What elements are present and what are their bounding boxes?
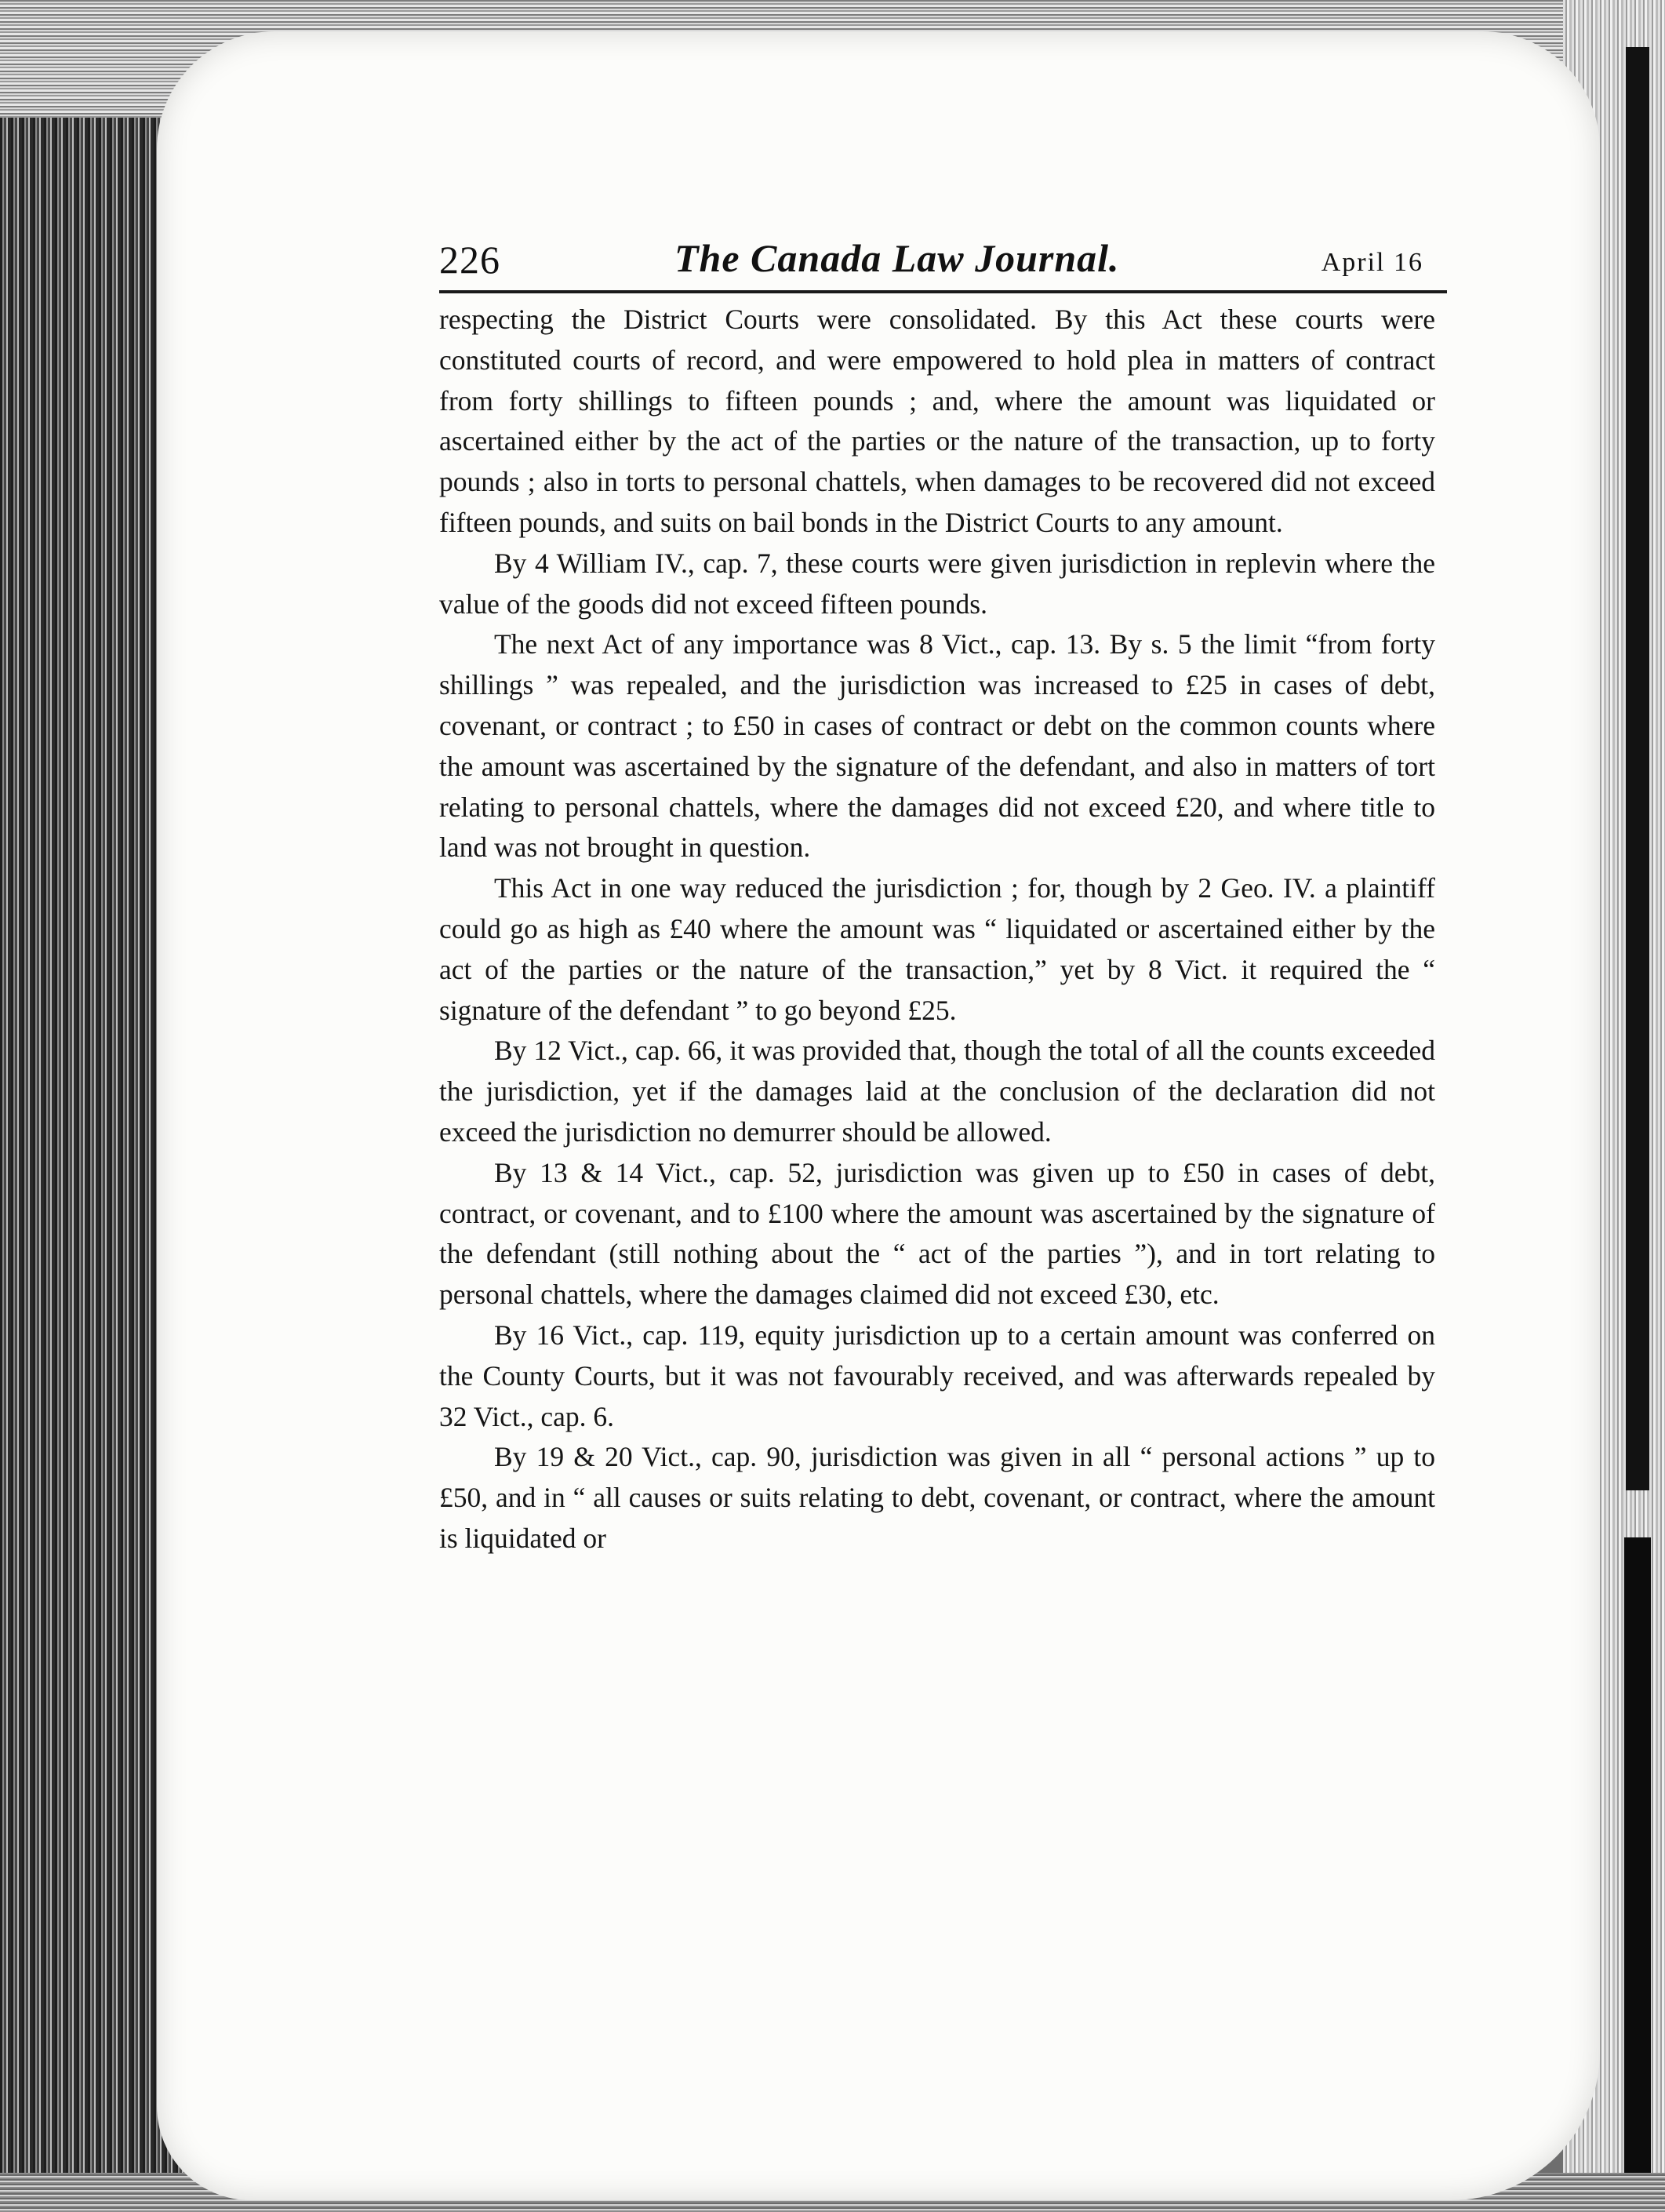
scan-edge-shadow-lower: [1624, 1537, 1651, 2212]
paragraph: By 16 Vict., cap. 119, equity jurisdiction up to a certain amount was conferred on the County Courts, but it was not favourably received, and was afterwards repealed by 32 Vict., cap. 6.: [439, 1319, 1435, 1432]
paragraph: By 13 & 14 Vict., cap. 52, jurisdiction was given up to £50 in cases of debt, contract, or covenant, and to £100 where the amount was ascertained by the signature of the defendant (still nothing about the “ act of the parties ”), and in tort relating to personal chattels, where the damages claimed did not exceed £30, etc.: [439, 1156, 1435, 1311]
scan-edge-shadow: [1626, 47, 1649, 1490]
journal-title: The Canada Law Journal.: [674, 236, 1120, 280]
paragraph: This Act in one way reduced the jurisdiction ; for, though by 2 Geo. IV. a plaintiff could go as high as £40 where the amount was “ liquidated or ascertained either by the act of the parties or the nature of the transaction,” yet by 8 Vict. it required the “ signature of the defendant ” to go beyond £25.: [439, 872, 1435, 1026]
paragraph: By 4 William IV., cap. 7, these courts were given jurisdiction in replevin where the value of the goods did not exceed fifteen pounds.: [439, 547, 1435, 620]
paragraph-continues: By 19 & 20 Vict., cap. 90, jurisdiction was given in all “ personal actions ” up to £50, and in “ all causes or suits relating to debt, covenant, or contract, where the amount is liquidated or: [439, 1441, 1435, 1554]
page-number: 226: [439, 238, 500, 282]
issue-date: April 16: [1321, 248, 1423, 277]
running-header: [439, 235, 1447, 293]
paragraph: The next Act of any importance was 8 Vict., cap. 13. By s. 5 the limit “from forty shillings ” was repealed, and the jurisdiction was increased to £25 in cases of debt, covenant, or contract ; to £50 in cases of contract or debt on the common counts where the amount was ascertained by the signature of the defendant, and also in matters of tort relating to personal chattels, where the damages did not exceed £20, and where title to land was not brought in question.: [439, 628, 1435, 864]
article-body: [439, 300, 1435, 1559]
paragraph: By 12 Vict., cap. 66, it was provided that, though the total of all the counts exceeded the jurisdiction, yet if the damages laid at the conclusion of the declaration did not exceed the jurisdiction no demurrer should be allowed.: [439, 1035, 1435, 1148]
paragraph-continued: respecting the District Courts were consolidated. By this Act these courts were constituted courts of record, and were empowered to hold plea in matters of contract from forty shillings to fifteen pounds ; and, where the amount was liquidated or ascertained either by the act of the parties or the nature of the transaction, up to forty pounds ; also in torts to personal chattels, when damages to be recovered did not exceed fifteen pounds, and suits on bail bonds in the District Courts to any amount.: [439, 304, 1435, 538]
